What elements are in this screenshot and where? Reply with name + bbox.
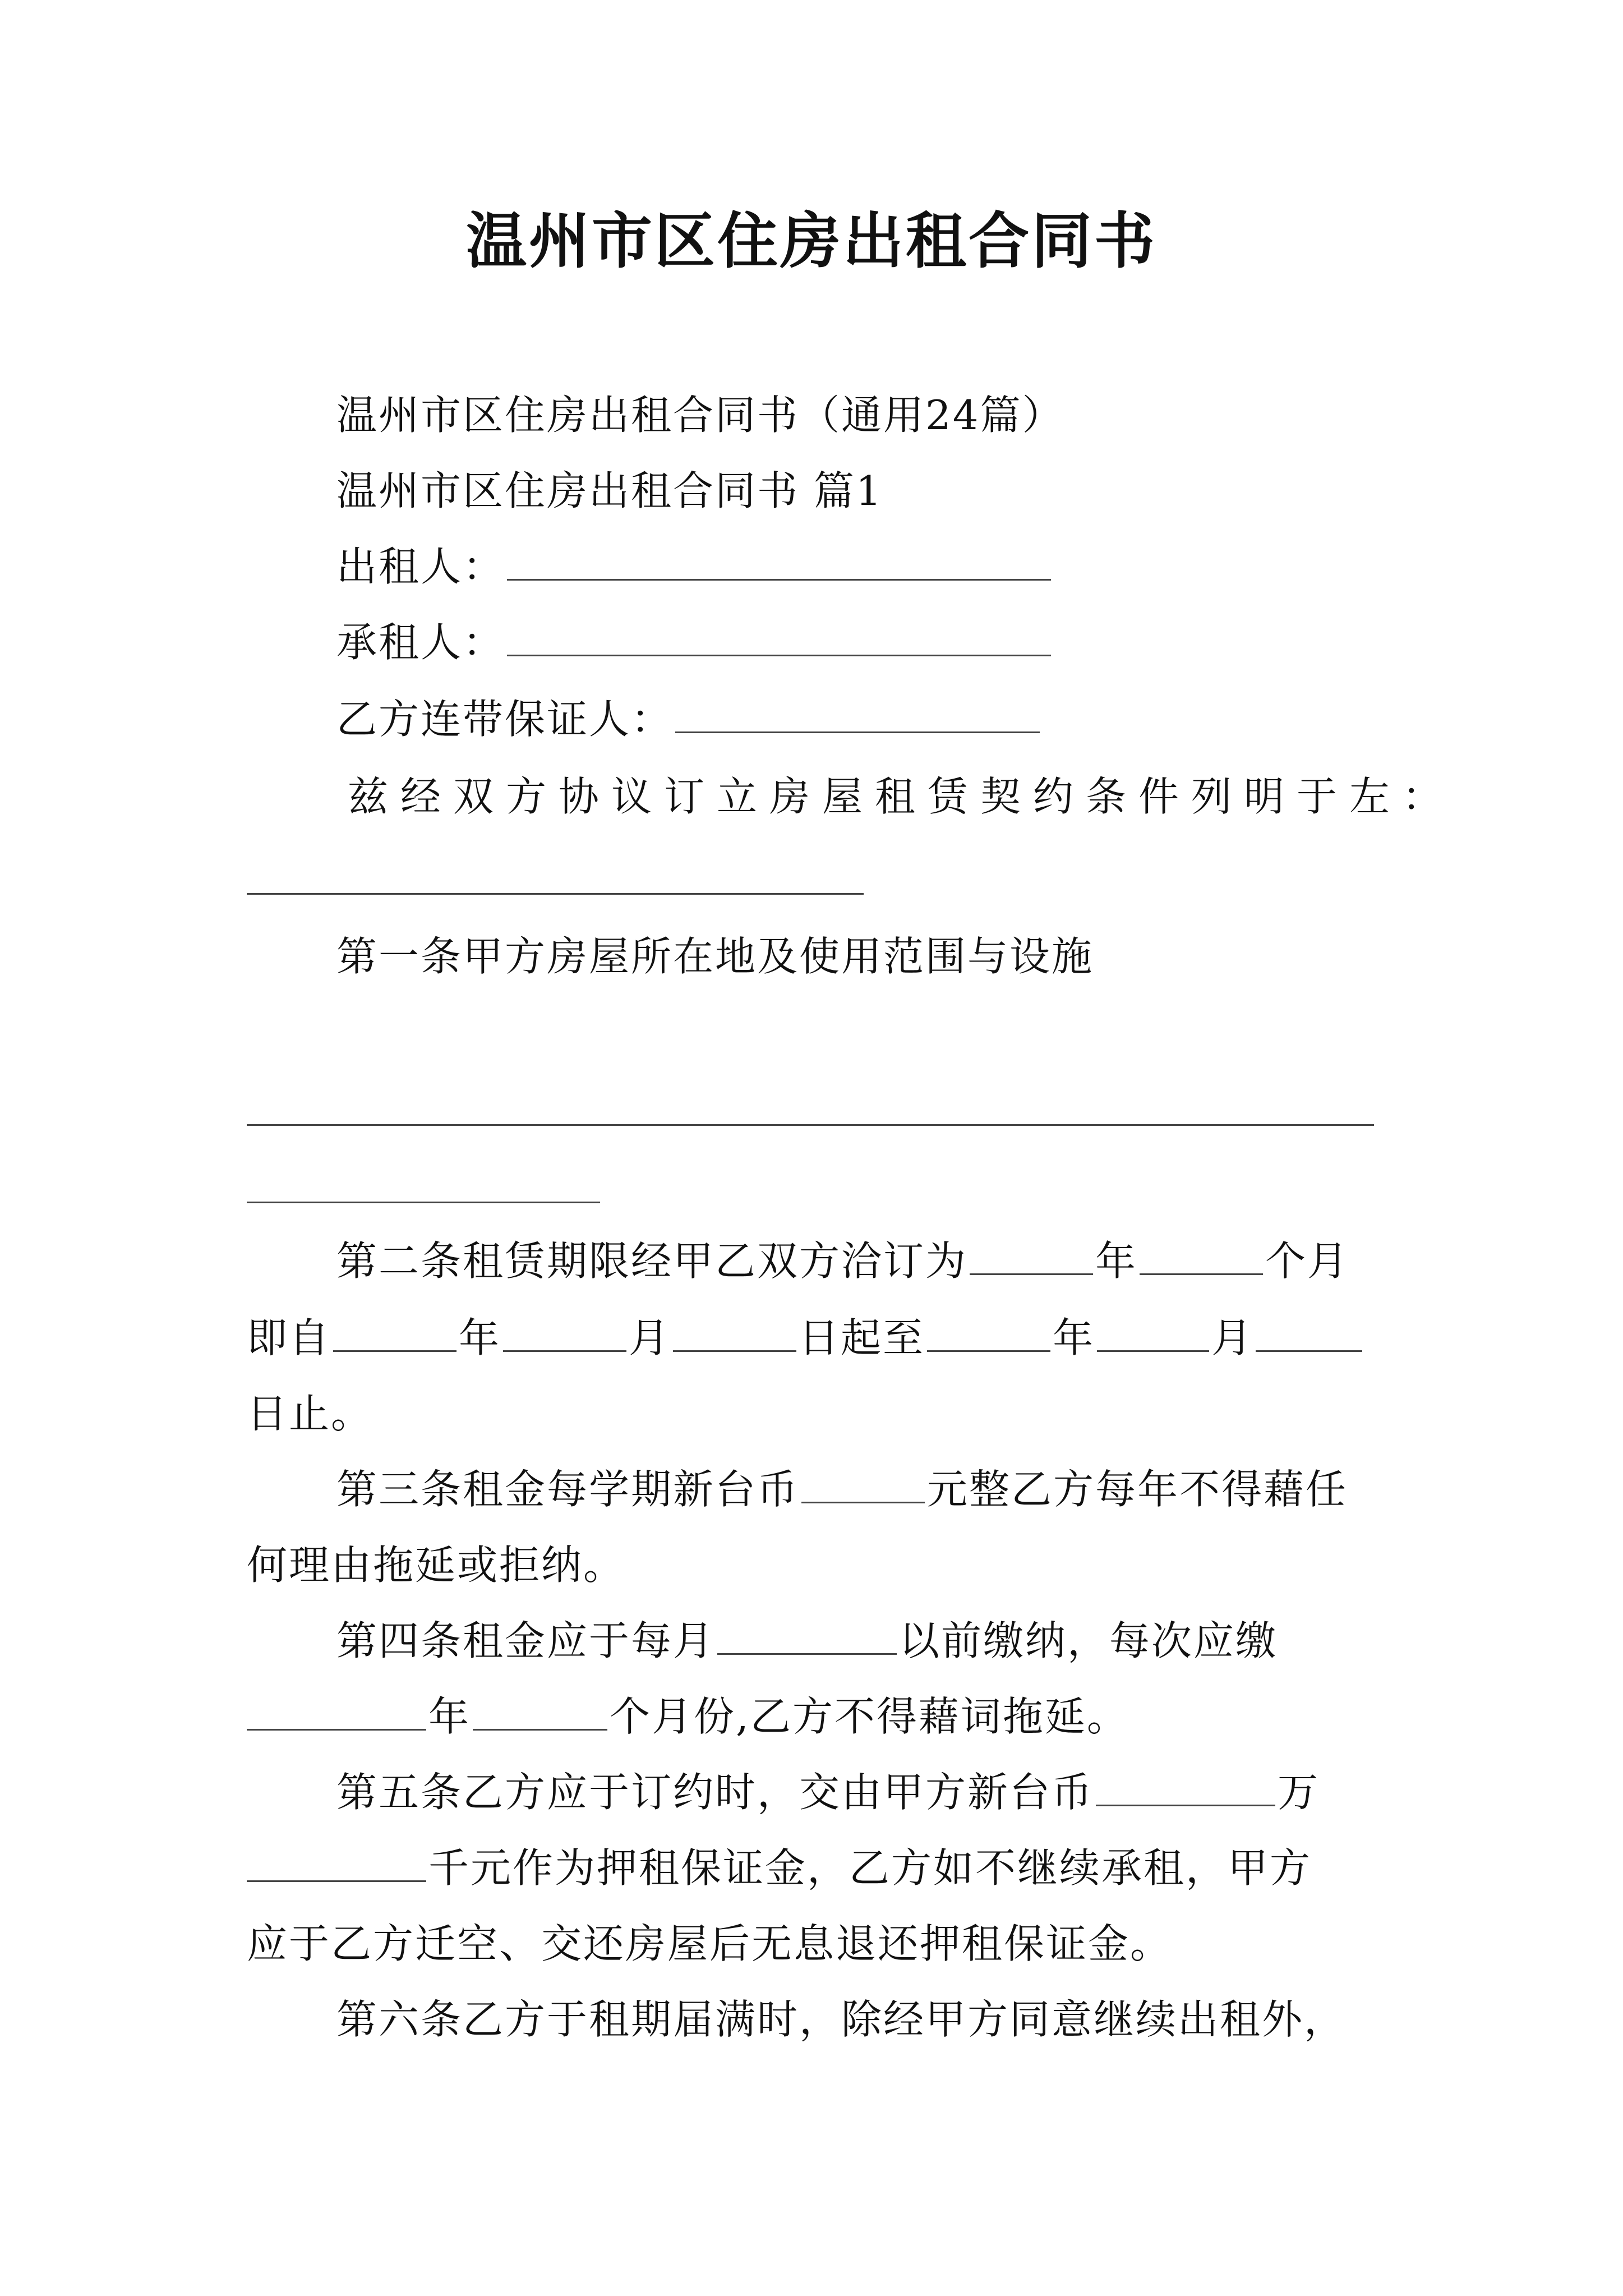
- article-4-text-2: 以前缴纳，每次应缴: [899, 1617, 1278, 1664]
- year-label: 年: [1095, 1237, 1138, 1285]
- blank: [333, 1310, 457, 1352]
- blank: [1096, 1764, 1275, 1806]
- lessee-label: 承租人：: [336, 619, 505, 666]
- lessee-line: [336, 614, 1053, 670]
- blank: [247, 1840, 426, 1882]
- blank: [927, 1310, 1050, 1352]
- intro-blank: [247, 893, 864, 895]
- article-3-line-2: 何理由拖延或拒纳。: [247, 1542, 626, 1589]
- blank: [247, 1688, 426, 1731]
- article-6-line-1: 第六条乙方于租期届满时，除经甲方同意继续出租外，: [336, 1996, 1347, 2043]
- blank: [970, 1233, 1093, 1275]
- document-subtitle: 温州市区住房出租合同书（通用24篇）: [336, 392, 1064, 439]
- month-label: 月: [629, 1314, 671, 1361]
- article-1-blank-2: [247, 1202, 600, 1203]
- blank: [503, 1310, 626, 1352]
- day-to-label: 日起至: [799, 1314, 925, 1361]
- article-4-text-1: 第四条租金应于每月: [336, 1617, 716, 1664]
- intro-text: 兹经双方协议订立房屋租赁契约条件列明于左：: [348, 773, 1455, 820]
- article-2-line-1: [336, 1233, 1349, 1289]
- article-5-text-2: 万: [1278, 1769, 1320, 1816]
- article-3-text-1: 第三条租金每学期新台币: [336, 1466, 800, 1513]
- lessor-line: [336, 539, 1053, 595]
- blank: [1140, 1233, 1263, 1275]
- guarantor-line: [336, 691, 1042, 747]
- year-label: 年: [1053, 1314, 1095, 1361]
- blank: [801, 1461, 925, 1503]
- section-heading: 温州市区住房出租合同书 篇1: [336, 467, 883, 514]
- article-5-text-1: 第五条乙方应于订约时，交由甲方新台币: [336, 1769, 1094, 1816]
- article-5-line-1: [336, 1764, 1320, 1820]
- article-2-text: 第二条租赁期限经甲乙双方洽订为: [336, 1237, 968, 1285]
- guarantor-blank: [675, 691, 1040, 733]
- lessor-blank: [507, 539, 1051, 581]
- article-5-line-2: [247, 1840, 1312, 1896]
- blank: [717, 1613, 897, 1655]
- article-1-heading: 第一条甲方房屋所在地及使用范围与设施: [336, 933, 1094, 980]
- article-5-text-3: 千元作为押租保证金，乙方如不继续承租，甲方: [428, 1844, 1312, 1892]
- article-4-line-2: [247, 1688, 1129, 1745]
- article-2-line-3: 日止。: [247, 1390, 374, 1437]
- months-label: 个月: [1265, 1237, 1350, 1285]
- article-3-line-1: [336, 1461, 1348, 1517]
- blank: [473, 1688, 607, 1731]
- article-2-line-2: [247, 1310, 1364, 1366]
- article-3-text-2: 元整乙方每年不得藉任: [927, 1466, 1348, 1513]
- blank: [1097, 1310, 1209, 1352]
- lessor-label: 出租人：: [336, 543, 505, 590]
- article-1-blank-1: [247, 1124, 1374, 1126]
- blank: [1256, 1310, 1362, 1352]
- month-label: 月: [1211, 1314, 1254, 1361]
- from-label: 即自: [247, 1314, 331, 1361]
- year-label: 年: [428, 1693, 471, 1740]
- lessee-blank: [507, 614, 1051, 656]
- article-4-line-1: [336, 1613, 1278, 1669]
- blank: [673, 1310, 796, 1352]
- year-label: 年: [459, 1314, 501, 1361]
- article-5-line-3: 应于乙方迁空、交还房屋后无息退还押租保证金。: [247, 1920, 1173, 1967]
- article-4-text-3: 个月份,乙方不得藉词拖延。: [610, 1693, 1129, 1740]
- guarantor-label: 乙方连带保证人：: [336, 696, 674, 743]
- document-title: 温州市区住房出租合同书: [465, 206, 1157, 277]
